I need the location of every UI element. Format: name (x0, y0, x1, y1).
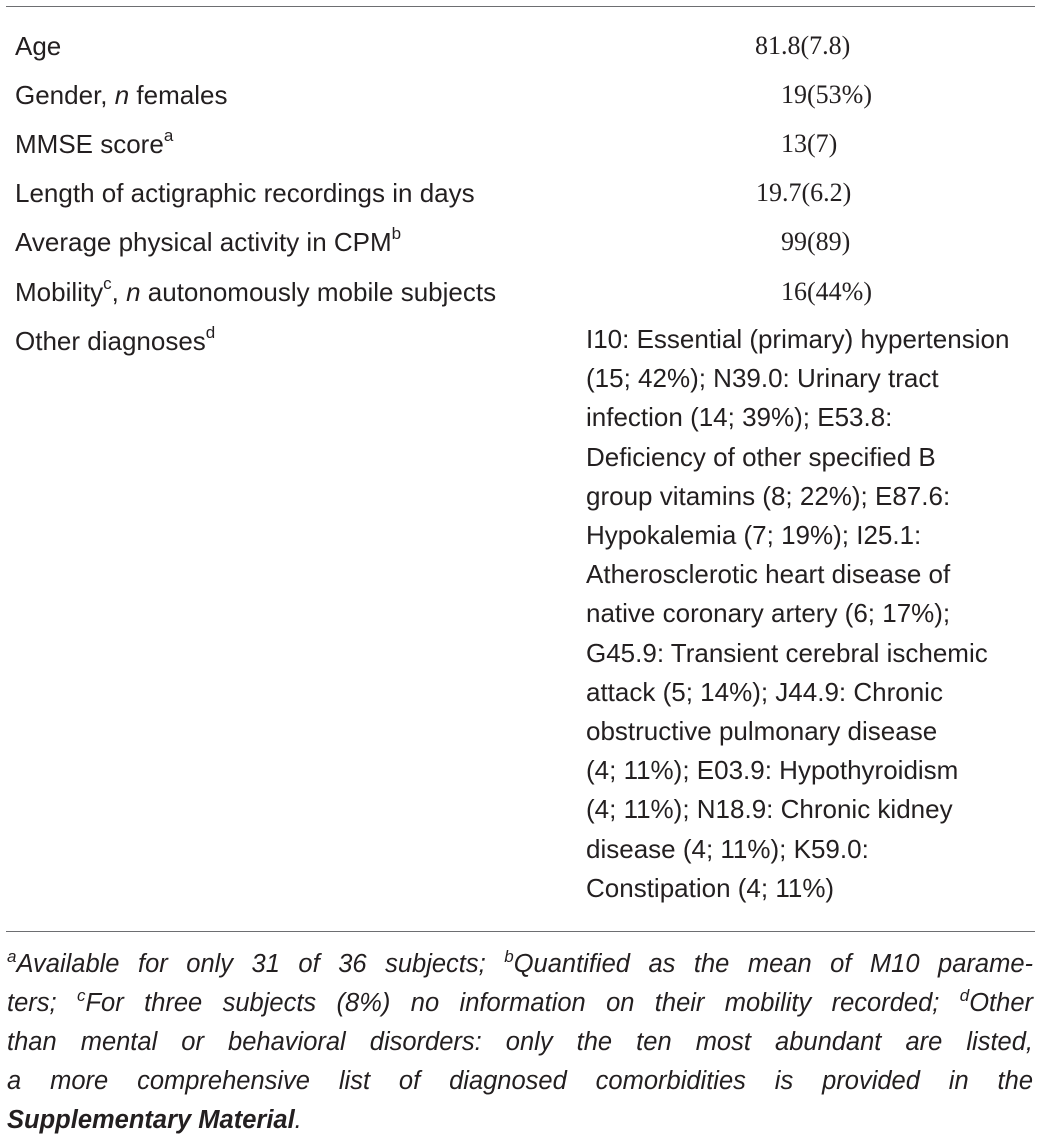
diagnoses-line: obstructive pulmonary disease (586, 716, 938, 747)
row-label: Other diagnoses$^d$ (15, 323, 216, 356)
diagnoses-line: native coronary artery (6; 17%); (586, 598, 951, 629)
diagnoses-line: disease (4; 11%); K59.0: (586, 833, 869, 864)
diagnoses-line: Atherosclerotic heart disease of (586, 559, 951, 590)
row-value: 19.7(6.2) (756, 178, 852, 207)
diagnoses-line: Deficiency of other specified B (586, 441, 936, 472)
row-value: 19(53%) (781, 80, 872, 109)
table-row-mobility (0, 272, 1041, 312)
row-value: 13(7) (781, 129, 838, 158)
footnote-line: a more comprehensive list of diagnosed comorbidities is provided in the (7, 1067, 1033, 1095)
table-row-mmse (0, 124, 1041, 164)
diagnoses-line: Constipation (4; 11%) (586, 872, 835, 903)
footnote-line: Supplementary Material. (7, 1106, 302, 1134)
row-value: 16(44%) (781, 277, 872, 306)
diagnoses-line: I10: Essential (primary) hypertension (586, 324, 1010, 354)
row-label: Length of actigraphic recordings in days (15, 178, 475, 208)
table-top-rule (6, 6, 1035, 7)
diagnoses-list (586, 320, 1041, 908)
row-label: Gender, n females (15, 80, 228, 110)
table-row-length (0, 173, 1041, 213)
footnote-line: $^a$Available for only 31 of 36 subjects; $^b$Quantified as the mean of M10 parame- (7, 946, 1034, 978)
table-bottom-rule (6, 931, 1035, 932)
row-label: Average physical activity in CPM$^b$ (15, 224, 402, 257)
supplementary-material-link[interactable]: Supplementary Material (7, 1106, 295, 1134)
table-row-activity (0, 222, 1041, 262)
table-footnote (7, 945, 1033, 1140)
diagnoses-line: (15; 42%); N39.0: Urinary tract (586, 363, 939, 394)
footnote-marker: a (163, 126, 174, 146)
row-label: Age (15, 31, 62, 61)
row-value: 99(89) (781, 227, 851, 256)
footnote-marker: c (103, 274, 112, 294)
footnote-marker: d (205, 323, 216, 343)
diagnoses-line: (4; 11%); N18.9: Chronic kidney (586, 794, 953, 825)
table-row-gender (0, 75, 1041, 115)
diagnoses-line: infection (14; 39%); E53.8: (586, 402, 893, 433)
table-row-age (0, 26, 1041, 66)
row-value: 81.8(7.8) (755, 31, 851, 60)
row-label: Mobility$^c$, n autonomously mobile subjects (15, 274, 497, 307)
footnote-line: than mental or behavioral disorders: only the ten most abundant are listed, (7, 1028, 1033, 1056)
diagnoses-line: group vitamins (8; 22%); E87.6: (586, 480, 951, 511)
row-label: MMSE score$^a$ (15, 126, 174, 159)
diagnoses-line: Hypokalemia (7; 19%); I25.1: (586, 520, 922, 551)
diagnoses-line: attack (5; 14%); J44.9: Chronic (586, 676, 943, 707)
diagnoses-line: G45.9: Transient cerebral ischemic (586, 637, 988, 668)
footnote-line: ters; $^c$For three subjects (8%) no information on their mobility recorded; $^d$Other (7, 985, 1033, 1017)
diagnoses-line: (4; 11%); E03.9: Hypothyroidism (586, 755, 959, 786)
footnote-marker: b (391, 224, 402, 244)
